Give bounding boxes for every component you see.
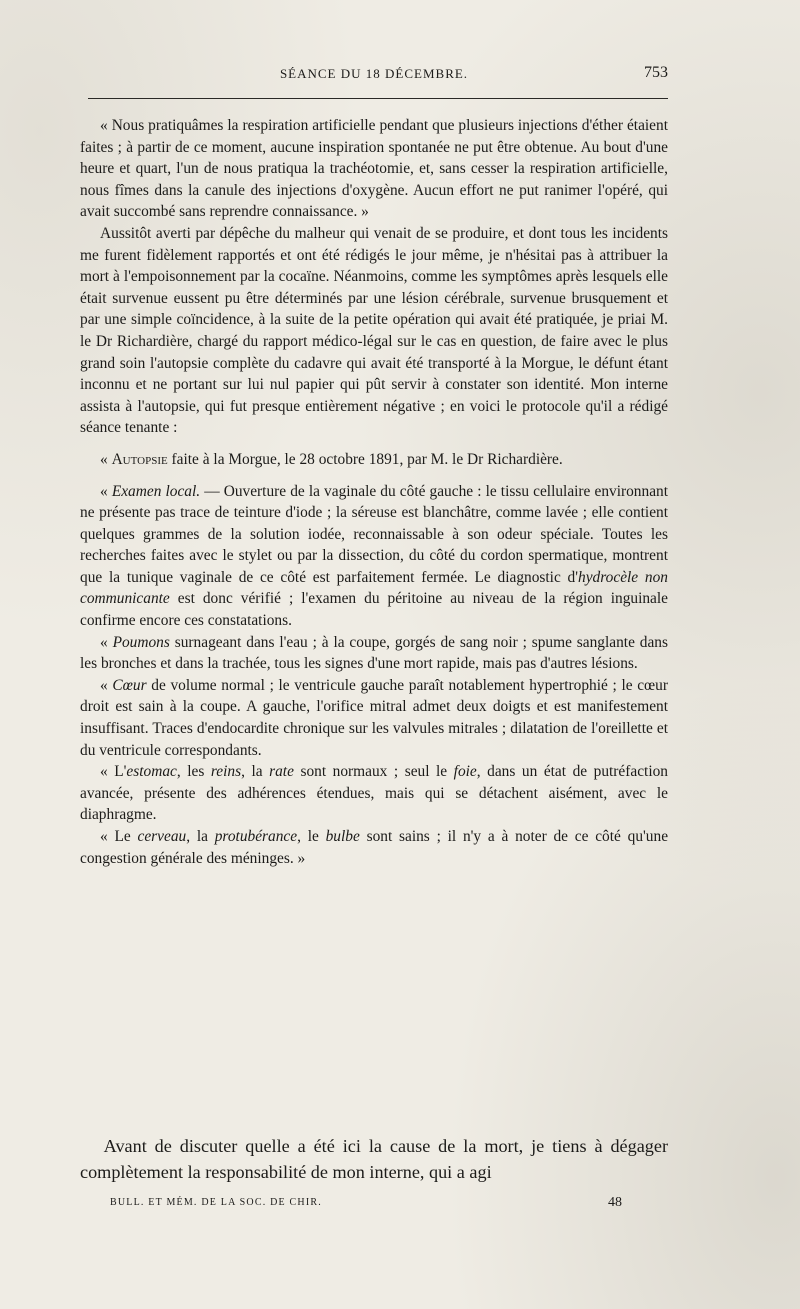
quote-mark: « bbox=[100, 450, 112, 468]
text-run: , la bbox=[186, 828, 215, 845]
text-run: sont sains ; il n'y a à noter de ce côté qu'une congestion générale des méninges. » bbox=[80, 828, 669, 867]
quote-mark: « bbox=[100, 482, 112, 500]
header-rule bbox=[88, 98, 668, 99]
italic-term: reins bbox=[210, 763, 242, 781]
paragraph bbox=[80, 761, 668, 826]
text-run: , les bbox=[176, 763, 211, 781]
paragraph bbox=[80, 826, 668, 869]
text-run: de volume normal ; le ventricule gauche paraît notablement hypertrophié ; le cœur droit est sain à la coupe. A gauche, l'orifice mitral admet deux doigts et est manifestement insuffisant. Traces d'endocardite chronique sur les valvules mitrales ; dilatation de l'oreillette et du ventricule correspondants. bbox=[80, 676, 668, 759]
italic-term: Examen local. bbox=[111, 482, 201, 500]
paragraph: « Nous pratiquâmes la respiration artificielle pendant que plusieurs injections d'éther étaient faites ; à partir de ce moment, aucune inspiration spontanée ne put être obtenue. Au bout d'une heure et quart, l'un de nous pratiqua la trachéotomie, et, sans cesser la respiration artificielle, nous fîmes dans la canule des injections d'oxygène. Aucun effort ne put ranimer l'opéré, qui avait succombé sans reprendre connaissance. » bbox=[80, 117, 668, 221]
quote-mark: « Le bbox=[100, 828, 138, 845]
paragraph: Avant de discuter quelle a été ici la cause de la mort, je tiens à dégager complètement la responsabilité de mon interne, qui a agi bbox=[80, 1136, 668, 1182]
italic-term: hydrocèle non communicante bbox=[80, 568, 668, 608]
text-run: , le bbox=[297, 828, 326, 845]
italic-term: bulbe bbox=[325, 828, 360, 845]
text-run: faite à la Morgue, le 28 octobre 1891, par M. le Dr Richardière. bbox=[167, 450, 563, 468]
italic-term: Poumons bbox=[112, 633, 170, 651]
page-footer bbox=[80, 1195, 668, 1215]
quote-mark: « L' bbox=[100, 763, 127, 781]
text-run: , la bbox=[241, 763, 270, 781]
paragraph bbox=[80, 449, 668, 471]
page-header bbox=[80, 64, 668, 86]
running-title: SÉANCE DU 18 DÉCEMBRE. bbox=[279, 66, 469, 81]
paragraph bbox=[80, 632, 668, 675]
text-run: , dans un état de putréfaction avancée, présente des adhérences étendues, mais qui se détachent aisément, avec le diaphragme. bbox=[80, 763, 668, 824]
continuation-text bbox=[80, 1133, 668, 1185]
paragraph bbox=[80, 481, 668, 632]
italic-term: rate bbox=[269, 763, 294, 781]
text-run: — Ouverture de la vaginale du côté gauche : le tissu cellulaire environnant ne présente pas trace de teinture d'iode ; la séreuse est blanchâtre, comme lavée ; elle contient quelques grammes de la solution iodée, reconnaissable à son odeur spéciale. Toutes les recherches faites avec le stylet ou par la dissection, du côté du cordon spermatique, montrent que la tunique vaginale de ce côté est parfaitement fermée. Le diagnostic d' bbox=[80, 482, 668, 586]
italic-term: cerveau bbox=[137, 828, 187, 845]
text-run: est donc vérifié ; l'examen du péritoine au niveau de la région inguinale confirme encore ces constatations. bbox=[80, 590, 668, 630]
body-text bbox=[80, 115, 668, 869]
text-run: surnageant dans l'eau ; à la coupe, gorgés de sang noir ; spume sanglante dans les bronches et dans la trachée, tous les signes d'une mort rapide, mais pas d'autres lésions. bbox=[80, 633, 668, 673]
signature-number: 48 bbox=[608, 1195, 622, 1210]
paragraph: Aussitôt averti par dépêche du malheur qui venait de se produire, et dont tous les incidents me furent fidèlement rapportés et ont été rédigés le jour même, je n'hésitai pas à attribuer la mort à l'empoisonnement par la cocaïne. Néanmoins, comme les symptômes après lesquels elle était survenue eussent pu être déterminés par une lésion cérébrale, survenue brusquement et par une simple coïncidence, à la suite de la petite opération qui avait été pratiquée, je priai M. le Dr Richardière, chargé du rapport médico-légal sur le cas en question, de faire avec le plus grand soin l'autopsie complète du cadavre qui avait été transporté à la Morgue, le défunt étant inconnu et ne portant sur lui nul papier qui pût servir à constater son identité. Mon interne assista à l'autopsie, qui fut presque entièrement négative ; en voici le protocole qu'il a rédigé séance tenante : bbox=[80, 224, 668, 437]
italic-term: Cœur bbox=[112, 676, 147, 694]
italic-term: foie bbox=[453, 763, 477, 781]
quote-mark: « bbox=[100, 633, 113, 651]
text-run: sont normaux ; seul le bbox=[293, 763, 454, 781]
journal-title: BULL. ET MÉM. DE LA SOC. DE CHIR. bbox=[110, 1197, 322, 1208]
quote-mark: « bbox=[100, 676, 113, 694]
paragraph bbox=[80, 675, 668, 761]
small-caps-term: Autopsie bbox=[111, 450, 168, 468]
italic-term: protubérance bbox=[214, 828, 298, 845]
page-number: 753 bbox=[644, 64, 668, 81]
italic-term: estomac bbox=[126, 763, 177, 781]
